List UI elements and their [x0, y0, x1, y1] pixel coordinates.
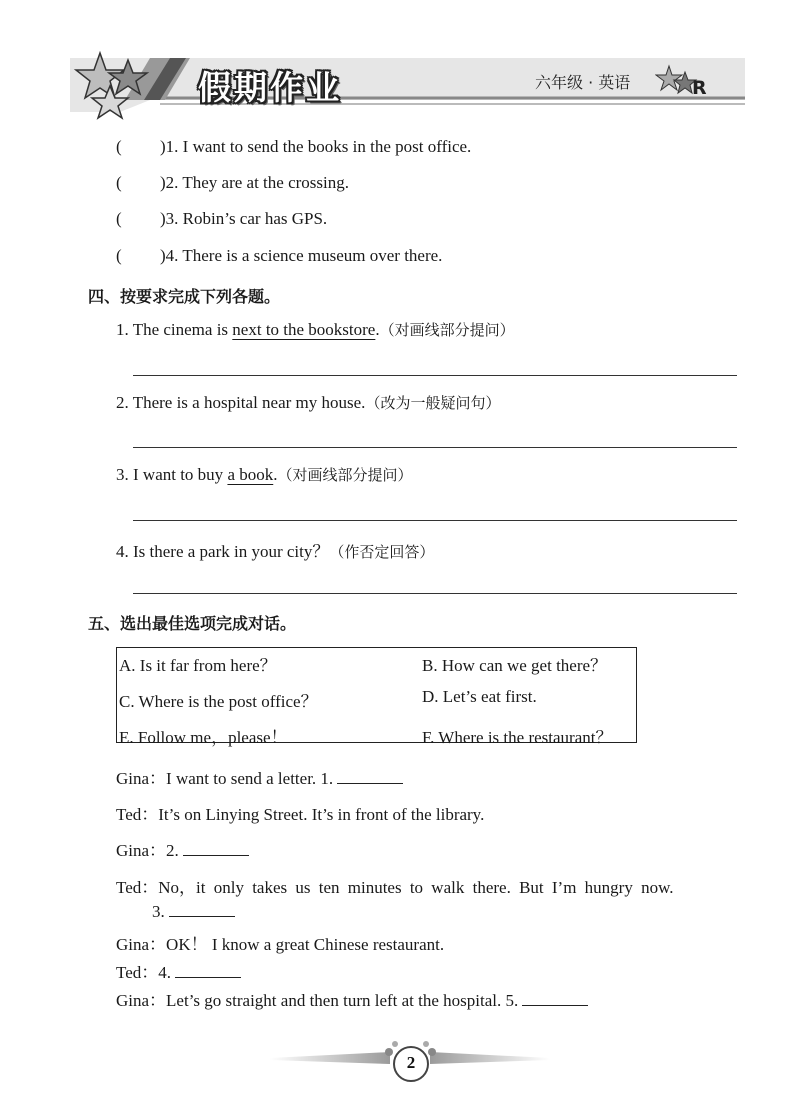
question-1: [116, 319, 515, 340]
question-text: 2. There is a hospital near my house.: [116, 393, 366, 412]
blank-5[interactable]: [522, 991, 588, 1006]
blank-4[interactable]: [175, 963, 241, 978]
option-d: D. Let’s eat first.: [422, 687, 537, 706]
section-heading-4: 四、按要求完成下列各题。: [88, 287, 281, 306]
dialogue-text: Gina：2.: [116, 841, 179, 860]
underlined-phrase: next to the bookstore: [232, 320, 376, 339]
list-item: )4. There is a science museum over there.: [160, 246, 443, 265]
answer-line-1[interactable]: [133, 375, 737, 376]
question-text: 3. I want to buy: [116, 465, 228, 484]
edition-mark: R: [692, 77, 707, 99]
option-a: A. Is it far from here？: [119, 656, 277, 675]
answer-line-3[interactable]: [133, 520, 737, 521]
option-b: B. How can we get there？: [422, 656, 608, 675]
dialogue-line: Ted：It’s on Linying Street. It’s in front of the library.: [116, 805, 485, 824]
instruction-note: （对画线部分提问）: [379, 321, 515, 339]
answer-line-4[interactable]: [133, 593, 737, 594]
blank-1[interactable]: [337, 769, 403, 784]
dialogue-text: Gina：Let’s go straight and then turn left at the hospital. 5.: [116, 991, 519, 1010]
answer-paren[interactable]: (: [116, 173, 122, 192]
dialogue-line: [116, 958, 241, 983]
instruction-note: （对画线部分提问）: [277, 466, 413, 484]
question-text: 1. The cinema is: [116, 320, 233, 339]
question-text: 4. Is there a park in your city？: [116, 542, 330, 561]
dialogue-line: [152, 902, 235, 922]
dialogue-line: [116, 836, 249, 861]
dialogue-line: [116, 764, 403, 789]
page-header: [0, 0, 800, 130]
page-number: 2: [406, 1053, 416, 1072]
stars-logo-icon: [70, 48, 180, 128]
answer-paren[interactable]: (: [116, 137, 122, 156]
dialogue-line: Ted：No，it only takes us ten minutes to walk there. But I’m hungry now.: [116, 878, 674, 897]
header-subtitle: 六年级 · 英语: [535, 73, 631, 92]
question-3: [116, 464, 413, 485]
blank-2[interactable]: [183, 841, 249, 856]
list-item: )1. I want to send the books in the post office.: [160, 137, 472, 156]
question-2: [116, 392, 500, 413]
dialogue-line: [116, 986, 588, 1011]
blank-3[interactable]: [169, 902, 235, 917]
option-c: C. Where is the post office？: [119, 692, 318, 711]
question-4: [116, 537, 434, 562]
option-e: E. Follow me，please！: [119, 728, 288, 747]
instruction-note: （作否定回答）: [329, 543, 435, 561]
list-item: )2. They are at the crossing.: [160, 173, 349, 192]
instruction-note: （改为一般疑问句）: [365, 394, 501, 412]
underlined-phrase: a book: [227, 465, 274, 484]
option-f: F. Where is the restaurant？: [422, 728, 613, 747]
answer-paren[interactable]: (: [116, 209, 122, 228]
section-heading-5: 五、选出最佳选项完成对话。: [88, 614, 297, 633]
dialogue-text: Gina：I want to send a letter. 1.: [116, 769, 334, 788]
header-title: 假期作业: [198, 68, 342, 107]
question-text: .: [273, 465, 278, 484]
list-item: )3. Robin’s car has GPS.: [160, 209, 328, 228]
dialogue-line: Gina：OK！ I know a great Chinese restaurant.: [116, 935, 445, 954]
dialogue-text: 3.: [152, 902, 165, 921]
answer-paren[interactable]: (: [116, 246, 122, 265]
question-text: .: [375, 320, 380, 339]
answer-line-2[interactable]: [133, 447, 737, 448]
dialogue-text: Ted：4.: [116, 963, 171, 982]
